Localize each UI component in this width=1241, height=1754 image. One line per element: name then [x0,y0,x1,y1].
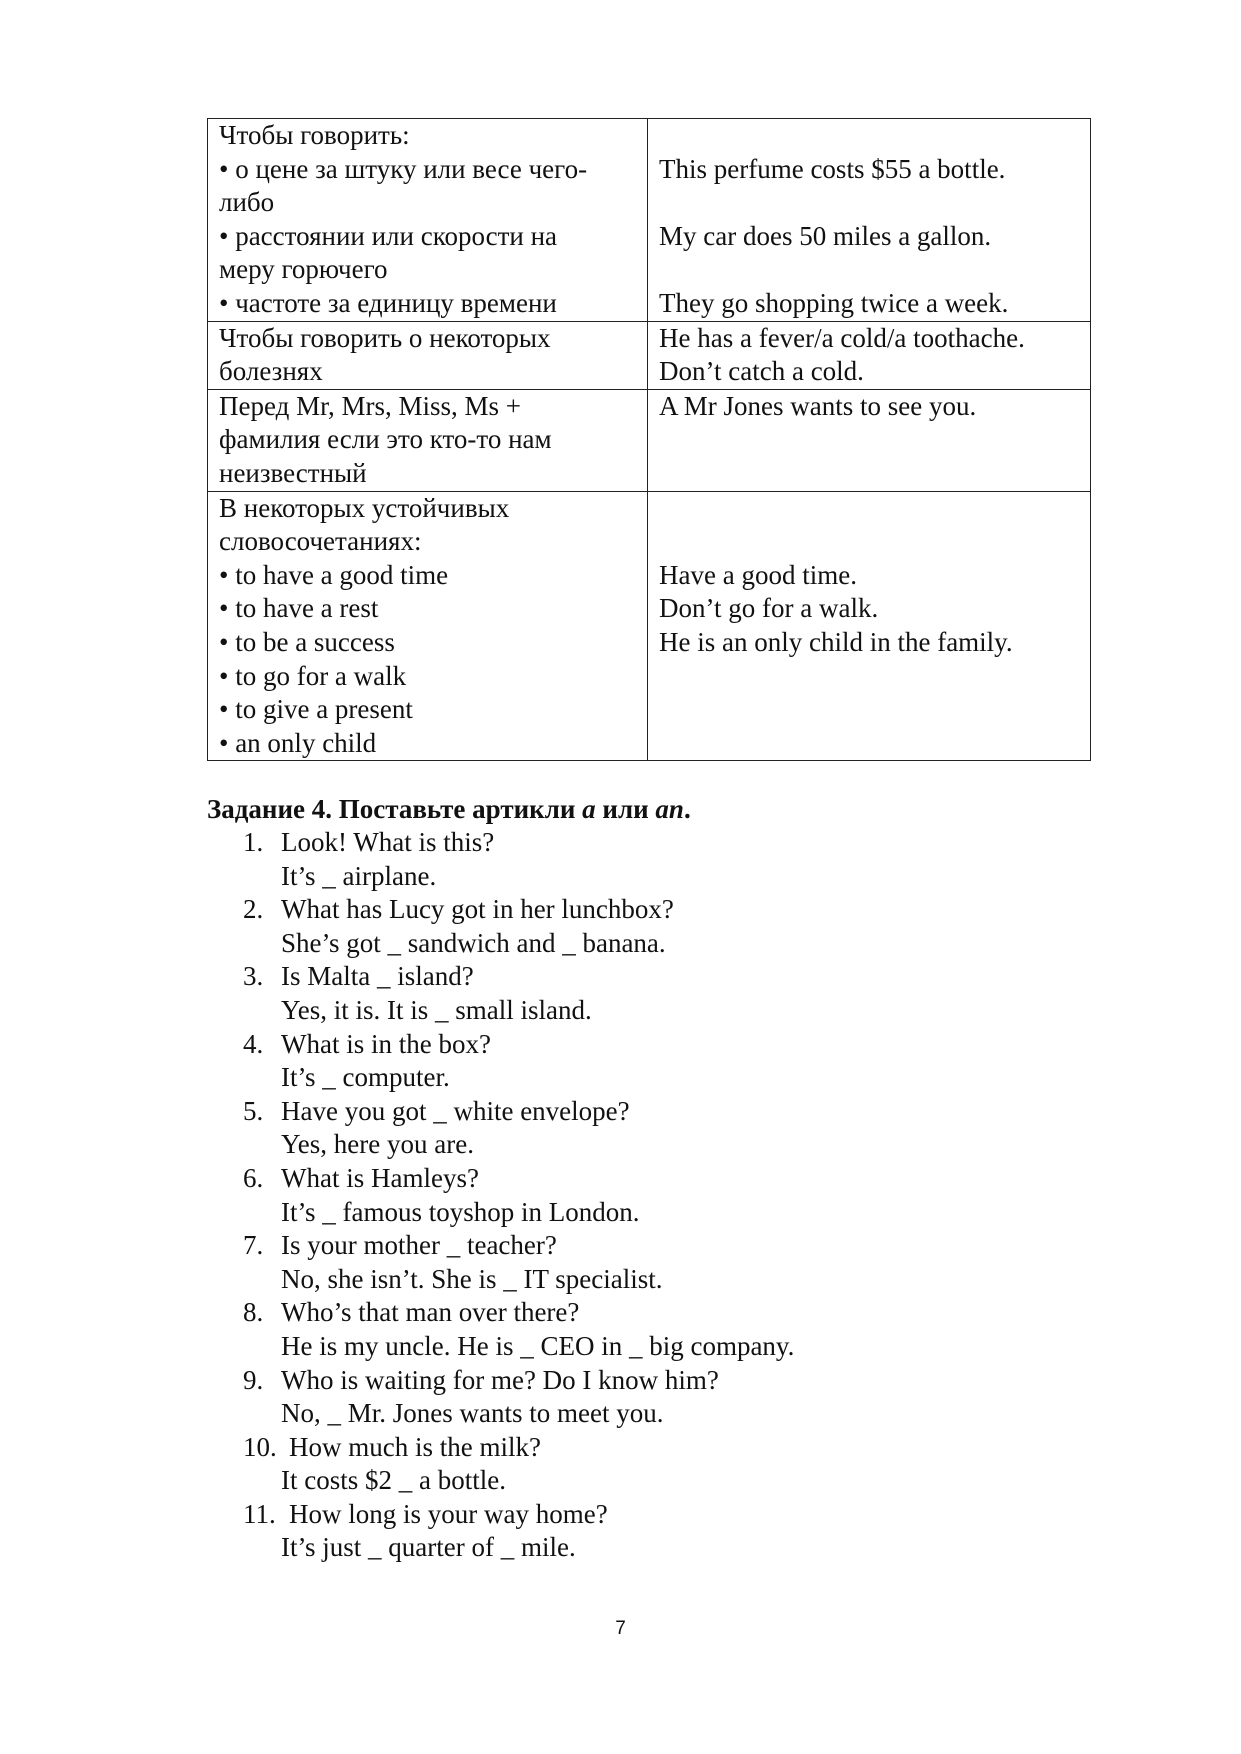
rule-line: Чтобы говорить о некоторых [219,322,551,353]
item-answer: No, _ Mr. Jones wants to meet you. [281,1398,664,1429]
rule-line: • to have a good time [219,559,449,590]
rule-line: либо [219,187,275,218]
exercise-item [207,1364,794,1431]
exercise-list [207,826,794,1565]
example-line: Don’t go for a walk. [659,593,879,624]
rule-line: фамилия если это кто-то нам [219,424,552,455]
task-title [207,792,691,826]
exercise-item [207,1431,794,1498]
table-row [208,119,1091,322]
item-number: 2. [243,894,264,925]
item-answer: It’s _ famous toyshop in London. [281,1196,640,1227]
task-title-or: или [595,794,656,824]
item-question: Who’s that man over there? [281,1297,580,1328]
rule-line: • расстоянии или скорости на [219,220,558,251]
rule-line: • to have a rest [219,593,379,624]
task-title-article-an: an [655,794,684,824]
table-row [208,491,1091,761]
blank-line [659,727,1080,761]
item-answer: He is my uncle. He is _ CEO in _ big company. [281,1330,795,1361]
task-title-text: Задание 4. Поставьте артикли [207,794,583,824]
blank-line [659,423,1080,457]
item-number: 10. [243,1431,277,1462]
item-answer: It costs $2 _ a bottle. [281,1465,506,1496]
rule-line: • о цене за штуку или весе чего- [219,153,588,184]
rule-line: • to give a present [219,694,413,725]
item-number: 3. [243,961,264,992]
item-number: 6. [243,1162,264,1193]
item-question: Is Malta _ island? [281,961,474,992]
item-number: 11. [243,1498,276,1529]
rule-line: меру горючего [219,254,388,285]
exercise-item [207,1162,794,1229]
grammar-table-body [208,119,1091,761]
table-row [208,321,1091,389]
item-number: 4. [243,1028,264,1059]
rule-line: • to be a success [219,626,395,657]
rule-cell [208,119,648,322]
blank-line [659,457,1080,491]
grammar-table [207,118,1091,761]
item-answer: No, she isn’t. She is _ IT specialist. [281,1263,663,1294]
item-answer: She’s got _ sandwich and _ banana. [281,927,666,958]
blank-line [659,525,1080,559]
rule-line: неизвестный [219,457,367,488]
blank-line [659,492,1080,526]
rule-line: Перед Mr, Mrs, Miss, Ms + [219,390,522,421]
item-question: What is in the box? [281,1028,491,1059]
rule-line: болезнях [219,356,323,387]
blank-line [659,119,1080,153]
example-line: A Mr Jones wants to see you. [659,390,977,421]
rule-line: В некоторых устойчивых [219,492,510,523]
exercise-item [207,893,794,960]
example-line: He is an only child in the family. [659,626,1013,657]
table-row [208,389,1091,491]
blank-line [659,186,1080,220]
item-number: 7. [243,1230,264,1261]
exercise-item [207,1028,794,1095]
exercise-item [207,826,794,893]
item-question: Who is waiting for me? Do I know him? [281,1364,719,1395]
exercise-item [207,1229,794,1296]
rule-line: • частоте за единицу времени [219,287,557,318]
example-line: Have a good time. [659,559,857,590]
item-question: How long is your way home? [289,1498,608,1529]
rule-line: • an only child [219,727,377,758]
item-number: 1. [243,827,264,857]
item-answer: It’s _ computer. [281,1062,450,1093]
rule-cell [208,321,648,389]
page-number: 7 [615,1618,626,1639]
item-number: 9. [243,1364,264,1395]
rule-cell [208,491,648,761]
item-question: Have you got _ white envelope? [281,1095,630,1126]
example-line: They go shopping twice a week. [659,287,1009,318]
example-cell [648,321,1091,389]
example-line: My car does 50 miles a gallon. [659,220,992,251]
rule-line: словосочетаниях: [219,526,422,557]
item-question: Look! What is this? [281,827,495,857]
item-number: 5. [243,1095,264,1126]
example-cell [648,491,1091,761]
example-cell [648,389,1091,491]
exercise-item [207,1095,794,1162]
item-answer: It’s _ airplane. [281,860,437,891]
rule-cell [208,389,648,491]
blank-line [659,693,1080,727]
example-line: This perfume costs $55 a bottle. [659,153,1006,184]
item-answer: Yes, it is. It is _ small island. [281,994,592,1025]
item-question: What is Hamleys? [281,1162,479,1193]
item-answer: It’s just _ quarter of _ mile. [281,1532,576,1563]
blank-line [659,253,1080,287]
task-title-dot: . [683,794,691,824]
item-question: Is your mother _ teacher? [281,1230,557,1261]
rule-line: Чтобы говорить: [219,120,410,150]
example-line: He has a fever/a cold/a toothache. [659,322,1025,353]
item-question: How much is the milk? [289,1431,541,1462]
item-number: 8. [243,1297,264,1328]
item-answer: Yes, here you are. [281,1129,474,1160]
exercise-item [207,1498,794,1565]
task-title-article-a: a [582,794,596,824]
exercise-item [207,960,794,1027]
example-line: Don’t catch a cold. [659,356,864,387]
example-cell [648,119,1091,322]
rule-line: • to go for a walk [219,660,407,691]
exercise-item [207,1296,794,1363]
blank-line [659,660,1080,694]
item-question: What has Lucy got in her lunchbox? [281,894,674,925]
